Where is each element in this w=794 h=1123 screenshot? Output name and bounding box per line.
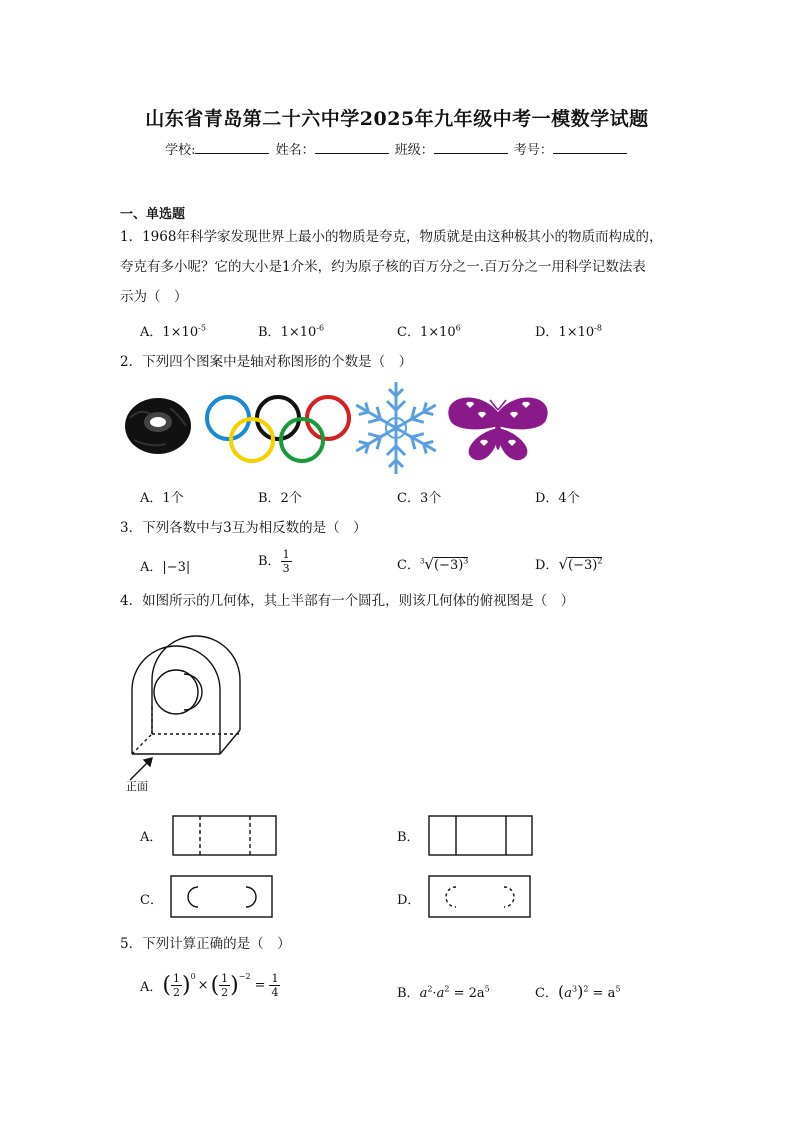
q4-option-d-figure[interactable] bbox=[428, 875, 532, 919]
page-title: 山东省青岛第二十六中学2025年九年级中考一模数学试题 bbox=[145, 108, 649, 130]
q4-option-b-label[interactable]: B． bbox=[397, 830, 420, 845]
exam-number-label: 考号： bbox=[513, 143, 553, 158]
front-label: 正面 bbox=[126, 780, 148, 793]
class-blank bbox=[434, 141, 508, 154]
q4-solid-figure bbox=[120, 630, 250, 800]
q3-option-c[interactable]: C．$^3√(-3)^3$ bbox=[397, 555, 469, 573]
butterfly-image bbox=[448, 398, 547, 461]
school-blank bbox=[195, 141, 269, 154]
question-2: 2．下列四个图案中是轴对称图形的个数是（ ） bbox=[120, 354, 413, 370]
q2-option-a[interactable]: A．1个 bbox=[140, 491, 184, 506]
name-blank bbox=[315, 141, 389, 154]
q4-option-b-figure[interactable] bbox=[428, 815, 534, 857]
q1-option-c[interactable]: C．$1\times 10^6$ bbox=[397, 323, 461, 340]
q3-option-b[interactable]: B． $\frac{1}{3}$ bbox=[258, 548, 290, 575]
q5-option-a[interactable]: A． ( $\frac{1}{2}$ ) $^0$ × ( $\frac{1}{2}$ ) $^{-2}$ = $\frac{1}{4}$ bbox=[140, 972, 279, 999]
exam-number-blank bbox=[553, 141, 627, 154]
q5-option-b[interactable]: B．$a^2\cdot a^2 = 2a^5$ bbox=[397, 984, 490, 1001]
q4-option-a-label[interactable]: A． bbox=[140, 830, 163, 845]
school-label: 学校: bbox=[165, 143, 196, 158]
q4-option-d-label[interactable]: D． bbox=[397, 893, 421, 908]
q1-option-b[interactable]: B．$1\times 10^{-6}$ bbox=[258, 323, 325, 340]
question-4: 4．如图所示的几何体，其上半部有一个圆孔，则该几何体的俯视图是（ ） bbox=[120, 593, 575, 609]
snowflake-image bbox=[352, 382, 441, 474]
q2-option-d[interactable]: D．4个 bbox=[535, 491, 580, 506]
question-1-line1: 1．1968年科学家发现世界上最小的物质是夸克，物质就是由这种极其小的物质而构成的， bbox=[120, 229, 663, 245]
q3-option-d[interactable]: D．$√(-3)^2$ bbox=[535, 555, 603, 573]
q2-option-b[interactable]: B．2个 bbox=[258, 491, 302, 506]
black-ring-image bbox=[125, 398, 191, 454]
q3-option-a[interactable]: A．|−3| bbox=[140, 560, 191, 575]
name-label: 姓名： bbox=[275, 143, 315, 158]
question-1-line2: 夸克有多小呢？它的大小是1介米，约为原子核的百万分之一.百万分之一用科学记数法表 bbox=[120, 259, 646, 275]
q1-option-d[interactable]: D．$1\times 10^{-8}$ bbox=[535, 323, 602, 340]
olympic-rings-image bbox=[207, 397, 349, 461]
question-5: 5．下列计算正确的是（ ） bbox=[120, 936, 291, 952]
section-heading: 一、单选题 bbox=[120, 207, 186, 222]
q4-option-c-figure[interactable] bbox=[170, 875, 274, 919]
question-1-line3: 示为（ ） bbox=[120, 289, 188, 305]
question-1 bbox=[120, 222, 680, 312]
q5-option-c[interactable]: C．$(a^3)^2 = a^5$ bbox=[535, 982, 621, 1001]
class-label: 班级： bbox=[394, 143, 434, 158]
q2-option-c[interactable]: C．3个 bbox=[397, 491, 442, 506]
q4-option-c-label[interactable]: C． bbox=[140, 893, 163, 908]
q2-pattern-images bbox=[120, 378, 560, 478]
question-3: 3．下列各数中与3互为相反数的是（ ） bbox=[120, 520, 367, 536]
student-info-line bbox=[0, 139, 794, 158]
q1-option-a[interactable]: A．$1\times 10^{-5}$ bbox=[140, 323, 206, 340]
q4-option-a-figure[interactable] bbox=[172, 815, 278, 857]
